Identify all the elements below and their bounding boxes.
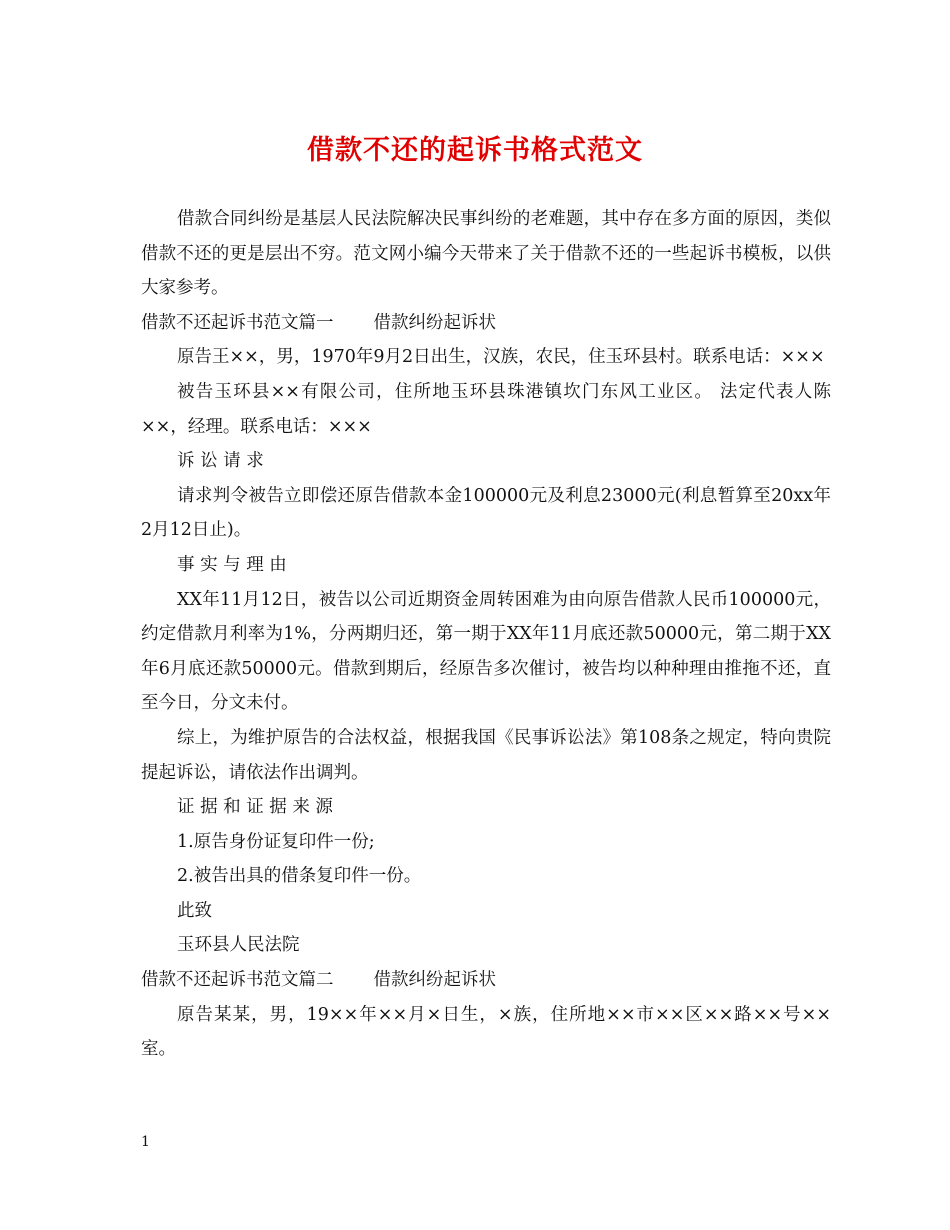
section2-heading-left: 借款不还起诉书范文篇二 <box>141 970 334 991</box>
section2-heading <box>141 963 831 998</box>
page-number: 1 <box>141 1134 150 1150</box>
document-title: 借款不还的起诉书格式范文 <box>307 135 643 166</box>
evidence-heading: 证 据 和 证 据 来 源 <box>177 797 333 818</box>
facts-paragraph: XX年11月12日，被告以公司近期资金周转困难为由向原告借款人民币100000元，约定借款月利率为1%，分两期归还，第一期于XX年11月底还款50000元，第二期于XX年6月底还款50000元。借款到期后，经原告多次催讨，被告均以种种理由推拖不还，直至今日，分文未付。 <box>141 589 831 714</box>
claims-paragraph: 请求判令被告立即偿还原告借款本金100000元及利息23000元(利息暂算至20xx年2月12日止)。 <box>141 485 831 541</box>
section1-heading-left: 借款不还起诉书范文篇一 <box>141 312 334 333</box>
plaintiff1-paragraph: 原告王××，男，1970年9月2日出生，汉族，农民，住玉环县村。联系电话：××× <box>177 347 825 368</box>
section1-heading <box>141 306 831 341</box>
section1-heading-right: 借款纠纷起诉状 <box>373 312 496 333</box>
facts-heading: 事 实 与 理 由 <box>177 554 287 575</box>
claims-heading: 诉 讼 请 求 <box>177 451 264 472</box>
defendant1-paragraph: 被告玉环县××有限公司，住所地玉环县珠港镇坎门东风工业区。 法定代表人陈××，经理。联系电话：××× <box>141 381 831 437</box>
section2-heading-right: 借款纠纷起诉状 <box>373 970 496 991</box>
intro-paragraph: 借款合同纠纷是基层人民法院解决民事纠纷的老难题，其中存在多方面的原因，类似借款不还的更是层出不穷。范文网小编今天带来了关于借款不还的一些起诉书模板，以供大家参考。 <box>141 209 831 299</box>
salutation: 此致 <box>177 900 212 921</box>
conclusion-paragraph: 综上，为维护原告的合法权益，根据我国《民事诉讼法》第108条之规定，特向贵院提起诉讼，请依法作出调判。 <box>141 727 831 783</box>
court-name: 玉环县人民法院 <box>177 935 300 956</box>
plaintiff2-paragraph: 原告某某，男，19××年××月×日生，×族，住所地××市××区××路××号××室。 <box>141 1004 831 1060</box>
document-body <box>141 202 831 1067</box>
evidence-item: 2.被告出具的借条复印件一份。 <box>177 866 422 887</box>
evidence-item: 1.原告身份证复印件一份; <box>177 831 375 852</box>
